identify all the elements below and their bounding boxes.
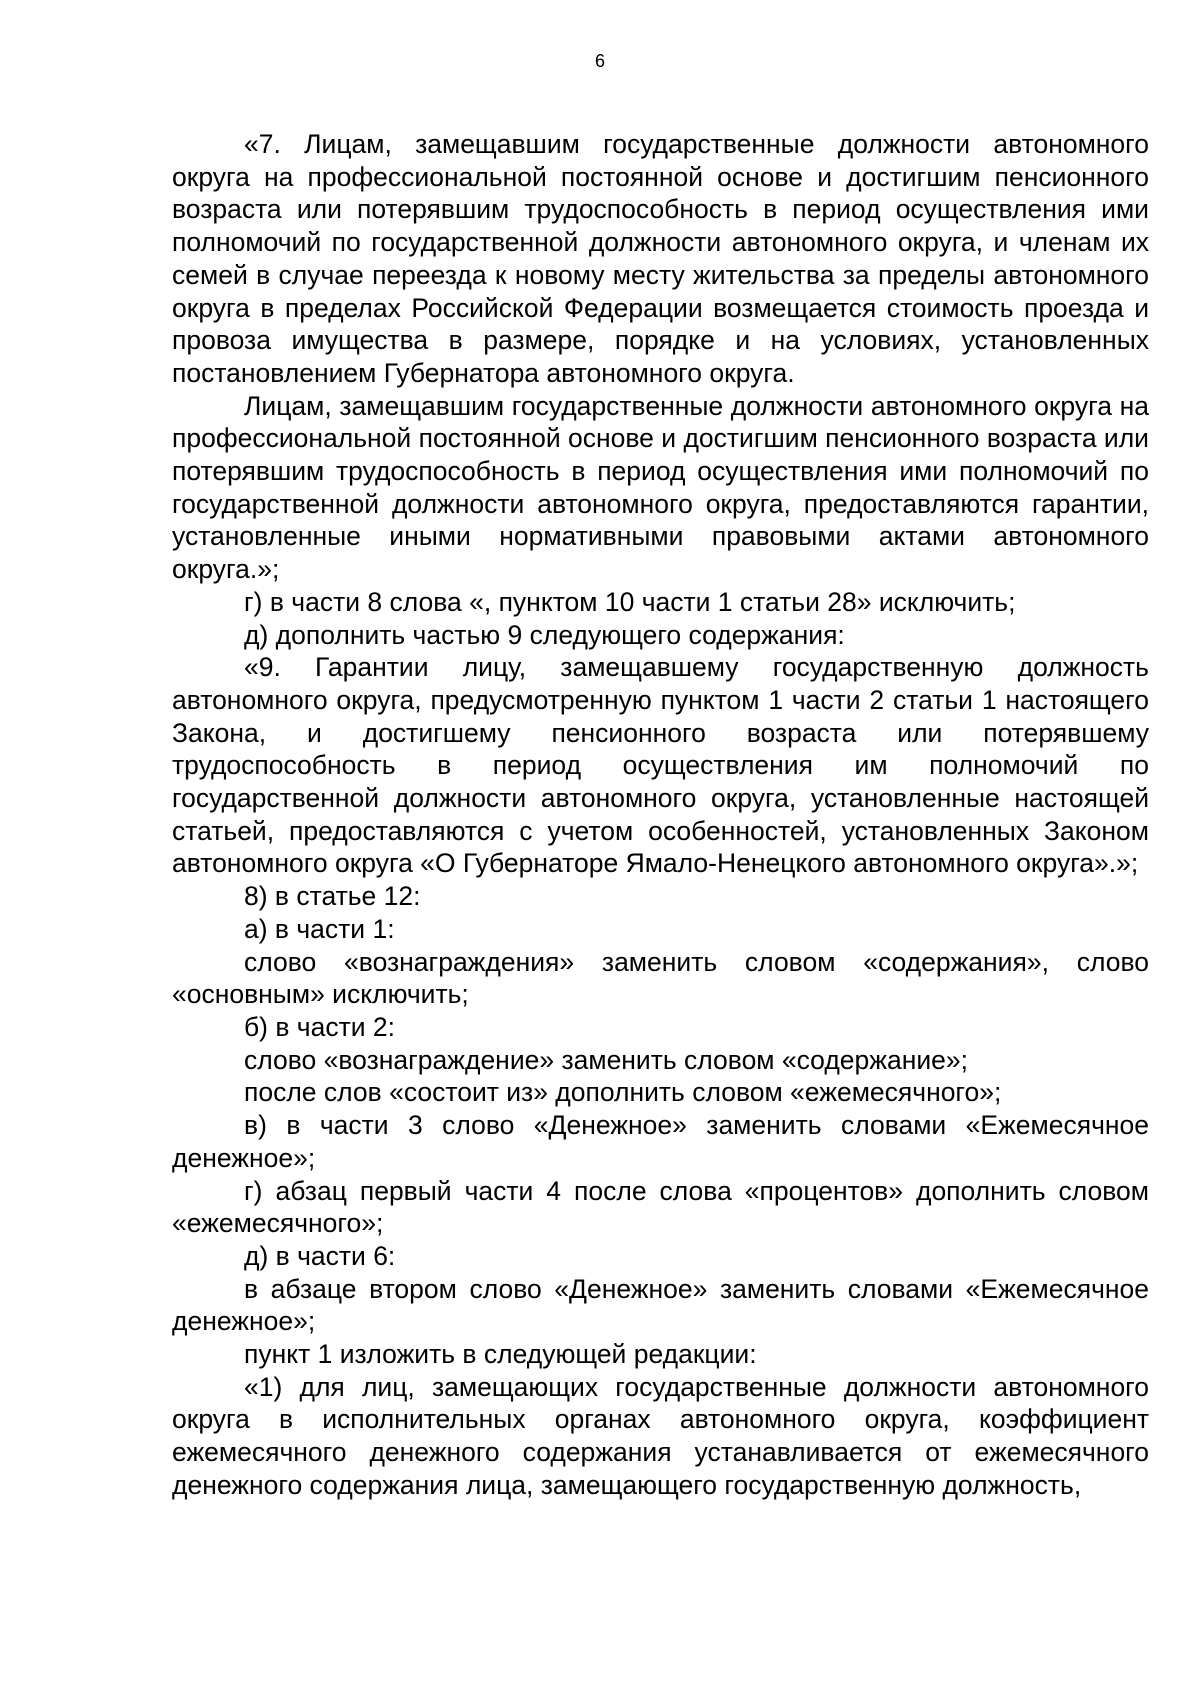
paragraph: слово «вознаграждения» заменить словом «содержания», слово «основным» исключить; xyxy=(172,946,1149,1010)
paragraph: 8) в статье 12: xyxy=(244,881,421,912)
paragraph: «9. Гарантии лицу, замещавшему государственную должность автономного округа, предусмотренную пунктом 1 части 2 статьи 1 настоящего Закона, и достигшему пенсионного возраста или потерявшему трудоспособность в период осуществления им полномочий по государственной должности автономного округа, установленные настоящей статьей, предоставляются с учетом особенностей, установленных Законом автономного округа «О Губернаторе Ямало-Ненецкого автономного округа».»; xyxy=(172,652,1149,879)
paragraph: Лицам, замещавшим государственные должности автономного округа на профессиональной постоянной основе и достигшим пенсионного возраста или потерявшим трудоспособность в период осуществления ими полномочий по государственной должности автономного округа, предоставляются гарантии, установленные иными нормативными правовыми актами автономного округа.»; xyxy=(172,390,1149,585)
paragraph: г) в части 8 слова «, пунктом 10 части 1 статьи 28» исключить; xyxy=(244,586,1016,617)
paragraph: г) абзац первый части 4 после слова «процентов» дополнить словом «ежемесячного»; xyxy=(172,1175,1149,1239)
paragraph: «1) для лиц, замещающих государственные должности автономного округа в исполнительных органах автономного округа, коэффициент ежемесячного денежного содержания устанавливается от ежемесячного денежного содержания лица, замещающего государственную должность, xyxy=(172,1371,1149,1500)
paragraph: в) в части 3 слово «Денежное» заменить словами «Ежемесячное денежное»; xyxy=(172,1110,1149,1173)
paragraph: после слов «состоит из» дополнить словом «ежемесячного»; xyxy=(244,1077,1002,1108)
document-body xyxy=(172,128,1149,1502)
paragraph: пункт 1 изложить в следующей редакции: xyxy=(244,1339,757,1370)
paragraph: а) в части 1: xyxy=(244,913,395,944)
page-number: 6 xyxy=(594,51,605,71)
paragraph: «7. Лицам, замещавшим государственные должности автономного округа на профессиональной постоянной основе и достигшим пенсионного возраста или потерявшим трудоспособность в период осуществления ими полномочий по государственной должности автономного округа, и членам их семей в случае переезда к новому месту жительства за пределы автономного округа в пределах Российской Федерации возмещается стоимость проезда и провоза имущества в размере, порядке и на условиях, установленных постановлением Губернатора автономного округа. xyxy=(172,129,1149,388)
paragraph: слово «вознаграждение» заменить словом «содержание»; xyxy=(244,1044,969,1075)
paragraph: д) дополнить частью 9 следующего содержания: xyxy=(244,619,845,650)
paragraph: б) в части 2: xyxy=(244,1011,396,1042)
paragraph: в абзаце втором слово «Денежное» заменить словами «Ежемесячное денежное»; xyxy=(172,1273,1149,1337)
paragraph: д) в части 6: xyxy=(244,1240,396,1271)
